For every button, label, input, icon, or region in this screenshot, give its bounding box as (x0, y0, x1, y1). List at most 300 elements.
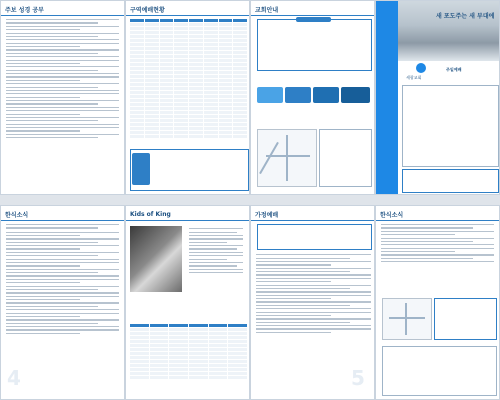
table-cell (174, 91, 188, 94)
table-cell (233, 111, 247, 114)
table-cell (145, 35, 159, 38)
table-cell (189, 27, 203, 30)
table-cell (150, 332, 169, 335)
table-cell (233, 35, 247, 38)
table-cell (219, 111, 233, 114)
section-header (126, 208, 249, 221)
table-cell (169, 376, 188, 379)
table-cell (233, 23, 247, 26)
table-cell (189, 55, 203, 58)
table-cell (189, 127, 203, 130)
table-cell (130, 107, 144, 110)
table-cell (174, 59, 188, 62)
table-cell (219, 103, 233, 106)
table-cell (160, 71, 174, 74)
table-cell (219, 63, 233, 66)
table-cell (130, 79, 144, 82)
section-header (1, 208, 124, 221)
table-cell (219, 135, 233, 138)
table-cell (204, 27, 218, 30)
table-cell (228, 376, 247, 379)
table-cell (145, 71, 159, 74)
table-cell (219, 131, 233, 134)
table-cell (233, 83, 247, 86)
group-table (130, 19, 247, 138)
table-cell (219, 95, 233, 98)
table-cell (219, 39, 233, 42)
panel-news-right (375, 205, 500, 400)
table-cell (189, 324, 208, 327)
worship-order-table (402, 85, 499, 167)
table-cell (150, 328, 169, 331)
church-photo (398, 1, 500, 61)
table-cell (209, 352, 228, 355)
table-cell (233, 31, 247, 34)
worship-time-1 (257, 87, 283, 103)
table-cell (189, 83, 203, 86)
table-cell (169, 332, 188, 335)
table-cell (145, 99, 159, 102)
table-cell (145, 19, 159, 22)
table-cell (204, 83, 218, 86)
table-cell (174, 63, 188, 66)
table-cell (169, 340, 188, 343)
table-cell (233, 39, 247, 42)
cover-sidebar (376, 1, 398, 195)
table-cell (160, 115, 174, 118)
table-cell (209, 340, 228, 343)
table-cell (209, 336, 228, 339)
table-cell (189, 31, 203, 34)
table-cell (233, 103, 247, 106)
church-logo-icon (416, 63, 426, 73)
table-cell (189, 328, 208, 331)
section-title: 주보 성경 공부 (5, 6, 44, 14)
table-cell (204, 19, 218, 22)
table-cell (160, 87, 174, 90)
table-cell (233, 67, 247, 70)
table-cell (219, 123, 233, 126)
table-cell (150, 324, 169, 327)
table-cell (130, 47, 144, 50)
section-header (376, 208, 499, 221)
section-header (1, 3, 124, 16)
table-cell (228, 364, 247, 367)
table-cell (174, 27, 188, 30)
table-cell (189, 67, 203, 70)
table-cell (189, 115, 203, 118)
table-cell (160, 75, 174, 78)
table-cell (174, 135, 188, 138)
table-cell (174, 39, 188, 42)
table-cell (219, 27, 233, 30)
table-cell (169, 344, 188, 347)
summary-label (132, 153, 150, 185)
table-cell (219, 79, 233, 82)
table-cell (189, 364, 208, 367)
table-cell (130, 95, 144, 98)
table-cell (145, 91, 159, 94)
table-cell (174, 87, 188, 90)
table-cell (233, 51, 247, 54)
table-cell (189, 47, 203, 50)
table-cell (160, 91, 174, 94)
table-cell (174, 31, 188, 34)
table-cell (189, 59, 203, 62)
table-cell (160, 67, 174, 70)
table-cell (219, 119, 233, 122)
table-cell (160, 19, 174, 22)
table-cell (145, 23, 159, 26)
table-cell (204, 111, 218, 114)
table-cell (233, 131, 247, 134)
table-cell (145, 123, 159, 126)
section-title: 한식소식 (5, 211, 29, 219)
table-cell (150, 352, 169, 355)
table-cell (130, 27, 144, 30)
table-cell (189, 368, 208, 371)
table-cell (209, 356, 228, 359)
table-cell (174, 127, 188, 130)
table-cell (204, 59, 218, 62)
table-cell (204, 135, 218, 138)
table-cell (219, 115, 233, 118)
table-cell (233, 115, 247, 118)
table-cell (150, 376, 169, 379)
table-cell (189, 107, 203, 110)
table-cell (204, 67, 218, 70)
table-cell (130, 99, 144, 102)
table-cell (150, 368, 169, 371)
section-title: 구역예배현황 (130, 6, 165, 14)
table-cell (219, 55, 233, 58)
panel-family-worship (250, 205, 375, 400)
staff-box (257, 19, 372, 71)
table-cell (219, 91, 233, 94)
table-cell (160, 63, 174, 66)
table-cell (174, 119, 188, 122)
table-cell (228, 356, 247, 359)
table-cell (204, 55, 218, 58)
section-title: 한식소식 (380, 211, 404, 219)
table-cell (204, 75, 218, 78)
table-cell (189, 103, 203, 106)
cover-slogan: 새 포도주는 새 부대에 (436, 13, 495, 20)
table-cell (150, 344, 169, 347)
table-cell (160, 99, 174, 102)
table-cell (160, 47, 174, 50)
table-cell (174, 107, 188, 110)
intro-box (257, 224, 372, 250)
table-cell (174, 51, 188, 54)
table-cell (228, 348, 247, 351)
worship-time-3 (313, 87, 339, 103)
table-cell (233, 135, 247, 138)
table-cell (130, 131, 144, 134)
offering-table (382, 346, 497, 396)
table-cell (130, 63, 144, 66)
table-cell (204, 107, 218, 110)
table-cell (228, 328, 247, 331)
section-title: 가정예배 (255, 211, 279, 219)
table-cell (130, 328, 149, 331)
table-cell (130, 75, 144, 78)
table-cell (160, 51, 174, 54)
table-cell (189, 95, 203, 98)
table-cell (233, 79, 247, 82)
table-cell (169, 336, 188, 339)
table-cell (189, 87, 203, 90)
table-cell (150, 360, 169, 363)
table-cell (233, 47, 247, 50)
table-cell (130, 324, 149, 327)
table-cell (219, 75, 233, 78)
table-cell (130, 348, 149, 351)
table-cell (204, 127, 218, 130)
table-cell (130, 91, 144, 94)
page-number-watermark: 4 (7, 366, 21, 390)
table-cell (160, 107, 174, 110)
table-cell (204, 35, 218, 38)
table-cell (130, 360, 149, 363)
table-cell (160, 79, 174, 82)
table-cell (204, 47, 218, 50)
table-cell (219, 71, 233, 74)
table-cell (150, 348, 169, 351)
panel-cover (375, 0, 500, 195)
section-header (251, 3, 374, 16)
table-cell (204, 99, 218, 102)
table-cell (130, 71, 144, 74)
church-map (257, 129, 317, 187)
table-cell (160, 55, 174, 58)
table-cell (160, 31, 174, 34)
table-cell (160, 119, 174, 122)
table-cell (209, 360, 228, 363)
table-cell (219, 87, 233, 90)
table-cell (209, 348, 228, 351)
table-cell (209, 376, 228, 379)
table-cell (145, 115, 159, 118)
table-cell (174, 47, 188, 50)
worship-time-4 (341, 87, 370, 103)
table-cell (189, 135, 203, 138)
section-header (251, 208, 374, 221)
table-cell (150, 336, 169, 339)
table-cell (204, 123, 218, 126)
table-cell (130, 368, 149, 371)
table-cell (189, 99, 203, 102)
table-cell (169, 356, 188, 359)
table-cell (130, 332, 149, 335)
table-cell (169, 368, 188, 371)
table-cell (145, 111, 159, 114)
table-cell (169, 324, 188, 327)
table-cell (189, 75, 203, 78)
table-cell (219, 43, 233, 46)
table-cell (228, 352, 247, 355)
table-cell (130, 135, 144, 138)
page-number-watermark: 5 (351, 366, 365, 390)
table-cell (130, 352, 149, 355)
table-cell (160, 43, 174, 46)
table-cell (160, 123, 174, 126)
table-cell (145, 131, 159, 134)
section-title: 교회안내 (255, 6, 279, 14)
table-cell (219, 47, 233, 50)
table-cell (204, 131, 218, 134)
table-cell (189, 340, 208, 343)
table-cell (189, 332, 208, 335)
table-cell (145, 75, 159, 78)
table-cell (233, 19, 247, 22)
table-cell (145, 31, 159, 34)
table-cell (145, 87, 159, 90)
worship-time-2 (285, 87, 311, 103)
table-cell (145, 103, 159, 106)
table-cell (189, 71, 203, 74)
table-cell (204, 91, 218, 94)
section-header (126, 3, 249, 16)
table-cell (219, 35, 233, 38)
table-cell (189, 35, 203, 38)
table-cell (145, 27, 159, 30)
table-cell (169, 348, 188, 351)
table-cell (145, 39, 159, 42)
table-cell (174, 71, 188, 74)
table-cell (209, 344, 228, 347)
table-cell (189, 356, 208, 359)
table-cell (233, 71, 247, 74)
table-cell (130, 35, 144, 38)
table-cell (189, 111, 203, 114)
table-cell (228, 368, 247, 371)
table-cell (145, 55, 159, 58)
table-cell (150, 340, 169, 343)
table-cell (228, 340, 247, 343)
panel-church-guide (250, 0, 375, 195)
table-cell (189, 43, 203, 46)
table-cell (130, 59, 144, 62)
table-cell (189, 360, 208, 363)
table-cell (189, 91, 203, 94)
table-cell (145, 47, 159, 50)
table-cell (204, 103, 218, 106)
cover-worship-title: 주일예배 (446, 67, 462, 72)
table-cell (204, 31, 218, 34)
table-cell (130, 43, 144, 46)
table-cell (233, 91, 247, 94)
table-cell (219, 31, 233, 34)
table-cell (228, 372, 247, 375)
table-cell (219, 19, 233, 22)
table-cell (174, 99, 188, 102)
cover-church-name: 세광교회 (406, 75, 422, 80)
table-cell (219, 99, 233, 102)
table-cell (160, 95, 174, 98)
table-cell (130, 103, 144, 106)
panel-kids-of-king (125, 205, 250, 400)
table-cell (189, 119, 203, 122)
text-block (251, 252, 375, 335)
table-cell (150, 364, 169, 367)
table-cell (189, 39, 203, 42)
table-cell (204, 115, 218, 118)
table-cell (145, 107, 159, 110)
table-cell (174, 83, 188, 86)
table-cell (204, 39, 218, 42)
table-cell (160, 27, 174, 30)
table-cell (174, 103, 188, 106)
table-cell (233, 99, 247, 102)
table-cell (145, 119, 159, 122)
table-cell (228, 336, 247, 339)
table-cell (233, 95, 247, 98)
table-cell (189, 348, 208, 351)
kids-table (130, 324, 247, 379)
kids-photo (130, 226, 182, 292)
table-cell (130, 51, 144, 54)
table-cell (233, 63, 247, 66)
table-cell (204, 79, 218, 82)
table-cell (174, 79, 188, 82)
text-block (376, 224, 499, 262)
table-cell (130, 123, 144, 126)
table-cell (189, 131, 203, 134)
cover-footer-box (402, 169, 499, 193)
table-cell (130, 39, 144, 42)
table-cell (169, 352, 188, 355)
notice-box (434, 298, 497, 340)
table-cell (130, 119, 144, 122)
table-cell (160, 135, 174, 138)
table-cell (204, 95, 218, 98)
table-cell (233, 27, 247, 30)
table-cell (233, 75, 247, 78)
table-cell (130, 336, 149, 339)
table-cell (160, 111, 174, 114)
table-cell (189, 79, 203, 82)
staff-box-tab (296, 17, 331, 22)
table-cell (219, 59, 233, 62)
table-cell (204, 43, 218, 46)
table-cell (189, 372, 208, 375)
table-cell (204, 119, 218, 122)
table-cell (130, 55, 144, 58)
table-cell (145, 79, 159, 82)
table-cell (130, 376, 149, 379)
table-cell (209, 372, 228, 375)
table-cell (189, 336, 208, 339)
table-cell (160, 59, 174, 62)
table-cell (204, 63, 218, 66)
table-cell (174, 75, 188, 78)
table-cell (189, 63, 203, 66)
table-cell (160, 83, 174, 86)
table-cell (189, 23, 203, 26)
table-cell (130, 340, 149, 343)
table-cell (169, 360, 188, 363)
table-cell (219, 83, 233, 86)
contact-table (319, 129, 372, 187)
table-cell (209, 324, 228, 327)
table-cell (174, 95, 188, 98)
table-cell (130, 115, 144, 118)
table-cell (189, 352, 208, 355)
table-cell (145, 59, 159, 62)
map-icon (382, 298, 432, 340)
table-cell (209, 368, 228, 371)
